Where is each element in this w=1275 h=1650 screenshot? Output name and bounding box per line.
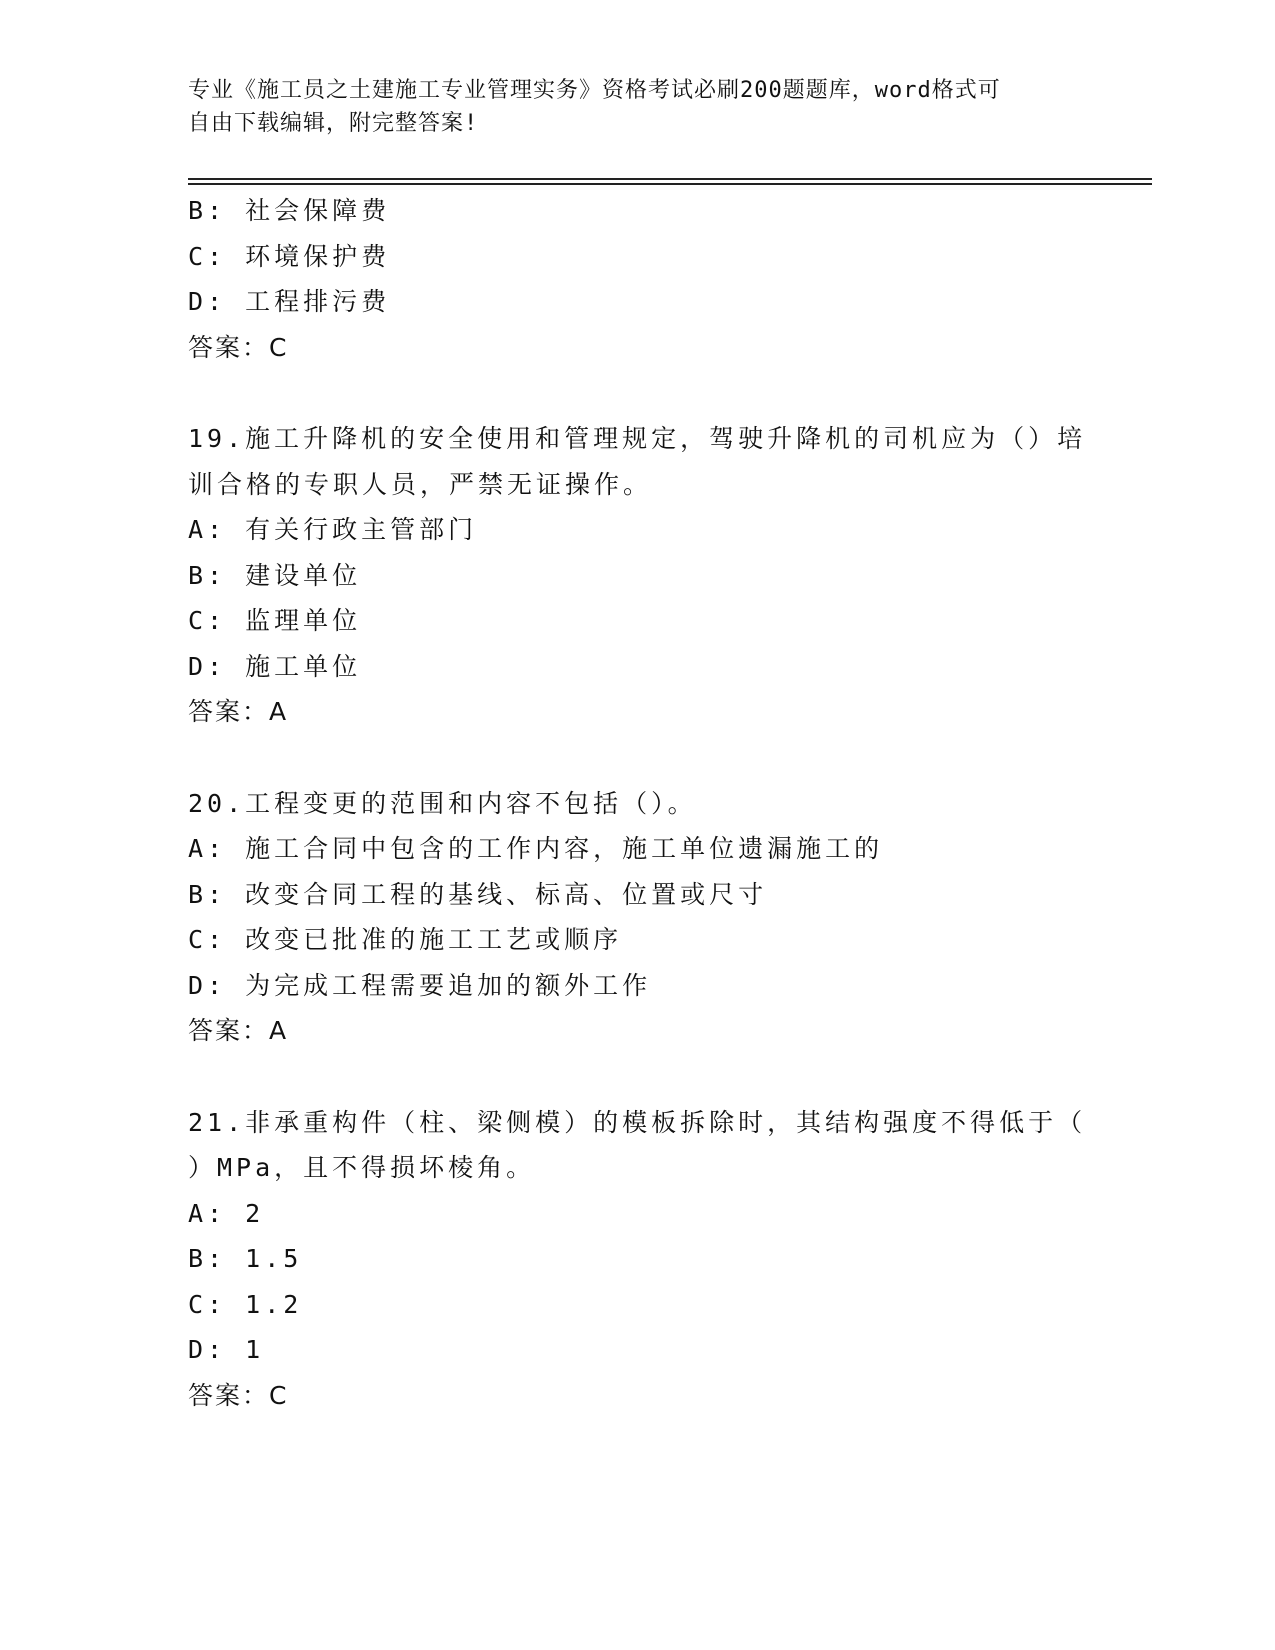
header-title-line-1: 专业《施工员之土建施工专业管理实务》资格考试必刷200题题库，word格式可 — [188, 78, 1001, 103]
question-21-option-a: A: 2 — [188, 1198, 265, 1228]
question-21-option-c: C: 1.2 — [188, 1289, 303, 1319]
header-title-line-2: 自由下载编辑，附完整答案! — [188, 111, 479, 136]
question-19-option-c: C: 监理单位 — [188, 606, 362, 635]
question-21-stem-line-1: 21.非承重构件（柱、梁侧模）的模板拆除时，其结构强度不得低于（ — [188, 1107, 1087, 1137]
question-19-stem-line-1: 19.施工升降机的安全使用和管理规定，驾驶升降机的司机应为（）培 — [188, 424, 1087, 453]
question-20-answer: 答案：A — [188, 1016, 289, 1045]
question-19-answer: 答案：A — [188, 697, 289, 726]
header-divider-bottom — [188, 183, 1152, 185]
question-20-stem-line-1: 20.工程变更的范围和内容不包括（）。 — [188, 788, 697, 818]
question-19-option-b: B: 建设单位 — [188, 560, 362, 590]
header-divider-top — [188, 178, 1152, 180]
spacer — [188, 1054, 1088, 1100]
question-18-option-c: C: 环境保护费 — [188, 241, 391, 271]
question-21-answer: 答案：C — [188, 1380, 289, 1410]
spacer — [188, 370, 1088, 416]
question-20 — [188, 781, 1088, 1054]
question-20-option-c: C: 改变已批准的施工工艺或顺序 — [188, 925, 623, 954]
document-header — [188, 74, 1088, 140]
question-19-option-a: A: 有关行政主管部门 — [188, 515, 478, 544]
question-list — [188, 188, 1088, 1418]
question-18-answer: 答案：C — [188, 332, 289, 362]
question-21 — [188, 1100, 1088, 1419]
question-20-option-a: A: 施工合同中包含的工作内容，施工单位遗漏施工的 — [188, 834, 884, 863]
spacer — [188, 735, 1088, 781]
question-18-option-b: B: 社会保障费 — [188, 196, 391, 225]
question-19-option-d: D: 施工单位 — [188, 651, 362, 681]
question-20-option-d: D: 为完成工程需要追加的额外工作 — [188, 970, 652, 1000]
question-21-option-d: D: 1 — [188, 1335, 265, 1364]
question-18 — [188, 188, 1088, 370]
question-21-option-b: B: 1.5 — [188, 1244, 303, 1273]
question-20-option-b: B: 改变合同工程的基线、标高、位置或尺寸 — [188, 879, 768, 909]
question-19 — [188, 416, 1088, 735]
question-21-stem-line-2: ）MPa，且不得损坏棱角。 — [188, 1153, 536, 1182]
question-19-stem-line-2: 训合格的专职人员，严禁无证操作。 — [188, 469, 653, 499]
question-18-option-d: D: 工程排污费 — [188, 287, 391, 316]
